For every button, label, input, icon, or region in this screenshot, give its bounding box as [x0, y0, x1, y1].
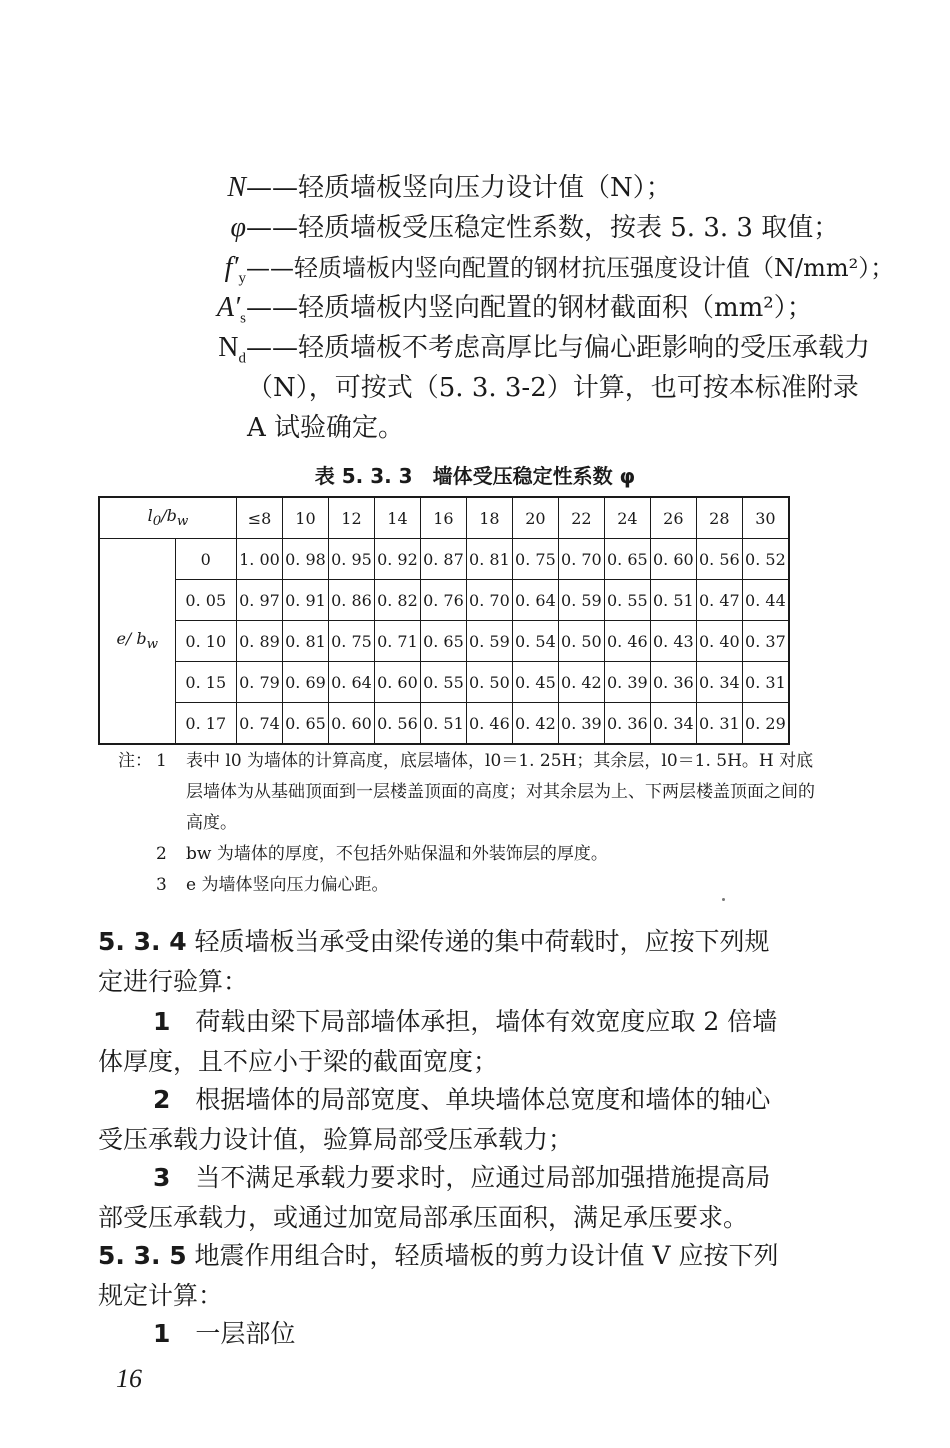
item-number: 2	[153, 1085, 171, 1114]
table-cell: 0. 89	[237, 621, 283, 662]
table-cell: 0. 70	[558, 539, 604, 580]
table-cell: 0. 50	[466, 662, 512, 703]
table-row	[99, 621, 789, 662]
table-cell: 0. 71	[374, 621, 420, 662]
table-cell: 0. 64	[512, 580, 558, 621]
item-number: 3	[153, 1163, 171, 1192]
item-text: 当不满足承载力要求时，应通过局部加强措施提高局部受压承载力，或通过加宽局部承压面积，满足承压要求。	[98, 1163, 771, 1232]
table-cell: 0. 98	[282, 539, 328, 580]
table-notes	[118, 746, 818, 901]
definition-phi	[150, 208, 840, 248]
definition-text: ——轻质墙板内竖向配置的钢材截面积（mm²）；	[246, 293, 813, 323]
symbol: $f'_y$	[224, 252, 246, 287]
item-text: 荷载由梁下局部墙体承担，墙体有效宽度应取 2 倍墙体厚度，且不应小于梁的截面宽度；	[98, 1007, 778, 1076]
table-row	[99, 703, 789, 745]
row-header: 0. 05	[175, 580, 236, 621]
table-cell: 0. 36	[604, 703, 650, 745]
table-cell: 0. 60	[328, 703, 374, 745]
page-number: 16	[116, 1364, 142, 1393]
table-cell: 0. 39	[558, 703, 604, 745]
column-header: 22	[558, 497, 604, 539]
column-header: ≤8	[237, 497, 283, 539]
table-cell: 0. 42	[512, 703, 558, 745]
note-item	[118, 870, 818, 901]
symbol: N	[227, 172, 246, 203]
table-cell: 0. 42	[558, 662, 604, 703]
definition-text-cont: A 试验确定。	[247, 413, 405, 443]
note-text: bw 为墙体的厚度，不包括外贴保温和外装饰层的厚度。	[186, 844, 608, 864]
stability-coefficient-table	[98, 496, 790, 745]
table-cell: 0. 56	[696, 539, 742, 580]
column-header: 20	[512, 497, 558, 539]
definition-text: ——轻质墙板受压稳定性系数，按表 5. 3. 3 取值；	[246, 213, 840, 243]
table-cell: 0. 31	[742, 662, 789, 703]
table-row	[99, 662, 789, 703]
table-cell: 0. 59	[558, 580, 604, 621]
table-cell: 0. 44	[742, 580, 789, 621]
section-5-3-5-item-1	[98, 1314, 793, 1354]
table-row	[99, 580, 789, 621]
table-cell: 0. 65	[604, 539, 650, 580]
table-cell: 0. 70	[466, 580, 512, 621]
column-header: 12	[328, 497, 374, 539]
section-number: 5. 3. 5	[98, 1241, 187, 1270]
table-cell: 0. 65	[420, 621, 466, 662]
definition-text: ——轻质墙板不考虑高厚比与偏心距影响的受压承载力	[246, 333, 871, 363]
column-header: 14	[374, 497, 420, 539]
section-5-3-4-item-2	[98, 1080, 793, 1160]
table-cell: 0. 75	[328, 621, 374, 662]
table-cell: 0. 50	[558, 621, 604, 662]
table-cell: 0. 82	[374, 580, 420, 621]
row-group-label: e/ $b_w$	[99, 539, 175, 745]
column-header: 26	[650, 497, 696, 539]
note-item	[118, 746, 818, 839]
table-row	[99, 539, 789, 580]
item-number: 1	[153, 1007, 171, 1036]
table-cell: 0. 95	[328, 539, 374, 580]
note-item	[118, 839, 818, 870]
item-text: 一层部位	[195, 1319, 296, 1348]
table-cell: 0. 87	[420, 539, 466, 580]
table-cell: 0. 52	[742, 539, 789, 580]
table-cell: 0. 37	[742, 621, 789, 662]
table-cell: 0. 45	[512, 662, 558, 703]
column-header: 18	[466, 497, 512, 539]
section-text: 地震作用组合时，轻质墙板的剪力设计值 V 应按下列规定计算：	[98, 1241, 779, 1310]
table-cell: 0. 60	[374, 662, 420, 703]
symbol: φ	[230, 212, 246, 243]
section-5-3-4-item-3	[98, 1158, 793, 1238]
column-header: 30	[742, 497, 789, 539]
note-number: 1	[156, 751, 167, 771]
table-cell: 0. 81	[282, 621, 328, 662]
section-number: 5. 3. 4	[98, 927, 187, 956]
table-cell: 0. 91	[282, 580, 328, 621]
definition-continuation	[150, 408, 810, 448]
table-cell: 0. 92	[374, 539, 420, 580]
table-cell: 0. 47	[696, 580, 742, 621]
table-cell: 0. 56	[374, 703, 420, 745]
table-cell: 0. 43	[650, 621, 696, 662]
item-text: 根据墙体的局部宽度、单块墙体总宽度和墙体的轴心受压承载力设计值，验算局部受压承载力；	[98, 1085, 771, 1154]
table-cell: 0. 51	[650, 580, 696, 621]
table-caption: 表 5. 3. 3 墙体受压稳定性系数 φ	[314, 464, 636, 488]
definition-N	[150, 168, 810, 208]
notes-label: 注：	[118, 751, 152, 771]
symbol: $A'_s$	[216, 292, 246, 327]
note-text: 表中 l0 为墙体的计算高度，底层墙体，l0＝1. 25H；其余层，l0＝1. 5H。H 对底层墙体为从基础顶面到一层楼盖顶面的高度；对其余层为上、下两层楼盖顶面之间的高度。	[186, 751, 815, 833]
table-cell: 0. 60	[650, 539, 696, 580]
row-header: 0. 17	[175, 703, 236, 745]
definition-text-cont: （N），可按式（5. 3. 3-2）计算，也可按本标准附录	[247, 373, 859, 403]
table-cell: 0. 46	[466, 703, 512, 745]
definition-text: ——轻质墙板内竖向配置的钢材抗压强度设计值（N/mm²）；	[246, 254, 895, 282]
stray-dot	[722, 898, 725, 901]
row-header: 0	[175, 539, 236, 580]
table-cell: 0. 69	[282, 662, 328, 703]
table-cell: 0. 36	[650, 662, 696, 703]
table-cell: 0. 34	[650, 703, 696, 745]
section-text: 轻质墙板当承受由梁传递的集中荷载时，应按下列规定进行验算：	[98, 927, 770, 996]
note-number: 2	[156, 844, 167, 864]
table-cell: 1. 00	[237, 539, 283, 580]
item-number: 1	[153, 1319, 171, 1348]
table-cell: 0. 59	[466, 621, 512, 662]
section-5-3-4-intro	[98, 922, 793, 1002]
section-5-3-5-intro	[98, 1236, 793, 1316]
definition-text: ——轻质墙板竖向压力设计值（N）；	[246, 173, 672, 203]
table-cell: 0. 31	[696, 703, 742, 745]
definition-Nd	[150, 328, 871, 368]
table-cell: 0. 65	[282, 703, 328, 745]
table-cell: 0. 39	[604, 662, 650, 703]
table-cell: 0. 54	[512, 621, 558, 662]
table-cell: 0. 75	[512, 539, 558, 580]
table-cell: 0. 46	[604, 621, 650, 662]
row-header: 0. 15	[175, 662, 236, 703]
note-number: 3	[156, 875, 167, 895]
table-cell: 0. 86	[328, 580, 374, 621]
definition-fy	[150, 248, 895, 288]
column-header: 28	[696, 497, 742, 539]
table-cell: 0. 76	[420, 580, 466, 621]
table-cell: 0. 51	[420, 703, 466, 745]
definition-As	[150, 288, 813, 328]
symbol: $N_d$	[218, 332, 246, 367]
table-cell: 0. 34	[696, 662, 742, 703]
table-cell: 0. 74	[237, 703, 283, 745]
table-cell: 0. 81	[466, 539, 512, 580]
note-text: e 为墙体竖向压力偏心距。	[186, 875, 389, 895]
column-header: 10	[282, 497, 328, 539]
table-cell: 0. 55	[604, 580, 650, 621]
section-5-3-4-item-1	[98, 1002, 793, 1082]
column-header: 16	[420, 497, 466, 539]
row-header: 0. 10	[175, 621, 236, 662]
table-cell: 0. 40	[696, 621, 742, 662]
table-cell: 0. 97	[237, 580, 283, 621]
table-header-row	[99, 497, 789, 539]
table-cell: 0. 79	[237, 662, 283, 703]
table-cell: 0. 64	[328, 662, 374, 703]
definition-continuation	[150, 368, 859, 408]
table-cell: 0. 55	[420, 662, 466, 703]
table-cell: 0. 29	[742, 703, 789, 745]
column-header: 24	[604, 497, 650, 539]
header-label: $l_0/b_w$	[99, 497, 237, 539]
symbol-definitions	[150, 168, 895, 448]
